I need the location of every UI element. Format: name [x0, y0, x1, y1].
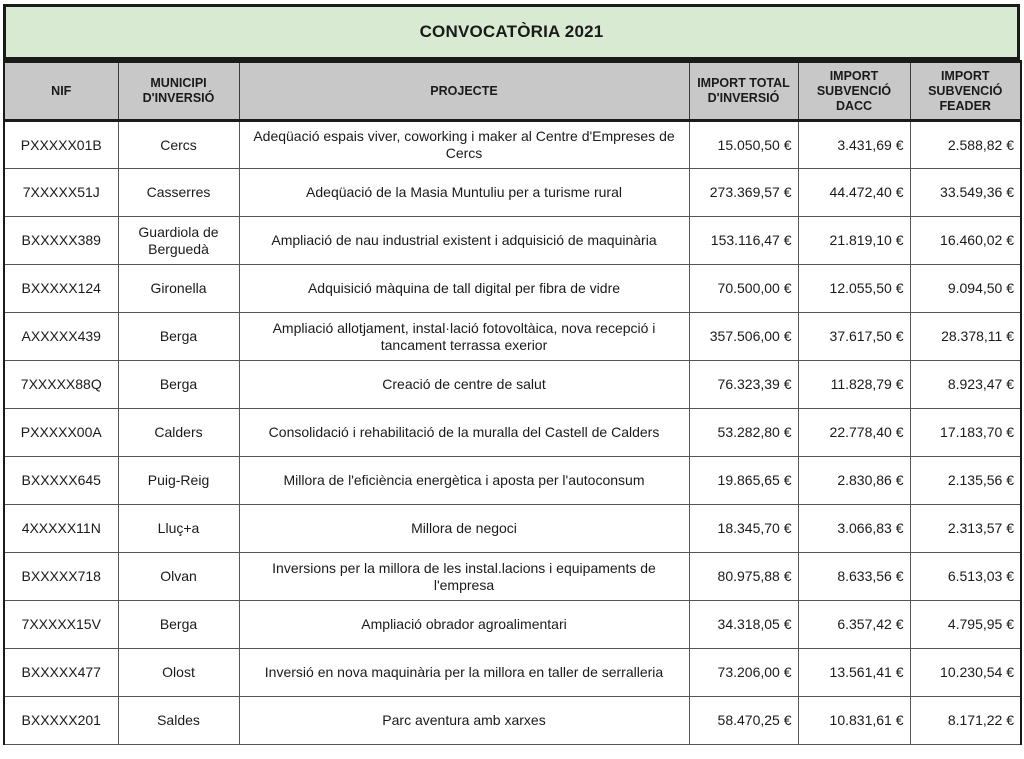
- cell-subvencio-feader: 33.549,36 €: [910, 169, 1021, 217]
- cell-import-total: 153.116,47 €: [689, 217, 798, 265]
- cell-municipi: Calders: [118, 409, 239, 457]
- cell-subvencio-dacc: 21.819,10 €: [798, 217, 910, 265]
- cell-import-total: 76.323,39 €: [689, 361, 798, 409]
- cell-subvencio-feader: 8.171,22 €: [910, 697, 1021, 745]
- cell-subvencio-feader: 9.094,50 €: [910, 265, 1021, 313]
- table-row: [4, 457, 1021, 505]
- table-row: [4, 265, 1021, 313]
- cell-projecte: Creació de centre de salut: [239, 361, 689, 409]
- header-subvencio-dacc: IMPORT SUBVENCIÓ DACC: [798, 62, 910, 121]
- cell-subvencio-dacc: 11.828,79 €: [798, 361, 910, 409]
- cell-nif: BXXXXX389: [4, 217, 118, 265]
- header-import-total: IMPORT TOTAL D'INVERSIÓ: [689, 62, 798, 121]
- table-row: [4, 601, 1021, 649]
- cell-nif: PXXXXX01B: [4, 121, 118, 169]
- cell-subvencio-dacc: 12.055,50 €: [798, 265, 910, 313]
- cell-import-total: 80.975,88 €: [689, 553, 798, 601]
- cell-municipi: Gironella: [118, 265, 239, 313]
- cell-import-total: 15.050,50 €: [689, 121, 798, 169]
- table-row: [4, 313, 1021, 361]
- cell-subvencio-dacc: 13.561,41 €: [798, 649, 910, 697]
- header-projecte: PROJECTE: [239, 62, 689, 121]
- cell-municipi: Cercs: [118, 121, 239, 169]
- cell-subvencio-feader: 17.183,70 €: [910, 409, 1021, 457]
- table-row: [4, 169, 1021, 217]
- cell-nif: BXXXXX124: [4, 265, 118, 313]
- cell-subvencio-dacc: 10.831,61 €: [798, 697, 910, 745]
- cell-subvencio-dacc: 8.633,56 €: [798, 553, 910, 601]
- table-row: [4, 409, 1021, 457]
- cell-nif: BXXXXX645: [4, 457, 118, 505]
- cell-projecte: Inversió en nova maquinària per la millora en taller de serralleria: [239, 649, 689, 697]
- subsidy-table: [3, 60, 1022, 745]
- cell-municipi: Saldes: [118, 697, 239, 745]
- cell-municipi: Guardiola de Berguedà: [118, 217, 239, 265]
- cell-import-total: 18.345,70 €: [689, 505, 798, 553]
- cell-subvencio-dacc: 3.431,69 €: [798, 121, 910, 169]
- header-subvencio-feader: IMPORT SUBVENCIÓ FEADER: [910, 62, 1021, 121]
- cell-projecte: Ampliació de nau industrial existent i adquisició de maquinària: [239, 217, 689, 265]
- table-row: [4, 217, 1021, 265]
- cell-nif: 7XXXXX88Q: [4, 361, 118, 409]
- cell-projecte: Adquisició màquina de tall digital per fibra de vidre: [239, 265, 689, 313]
- cell-projecte: Adeqüació espais viver, coworking i maker al Centre d'Empreses de Cercs: [239, 121, 689, 169]
- cell-import-total: 53.282,80 €: [689, 409, 798, 457]
- cell-nif: AXXXXX439: [4, 313, 118, 361]
- cell-projecte: Consolidació i rehabilitació de la muralla del Castell de Calders: [239, 409, 689, 457]
- cell-import-total: 19.865,65 €: [689, 457, 798, 505]
- cell-projecte: Millora de negoci: [239, 505, 689, 553]
- cell-import-total: 70.500,00 €: [689, 265, 798, 313]
- cell-subvencio-feader: 8.923,47 €: [910, 361, 1021, 409]
- cell-projecte: Parc aventura amb xarxes: [239, 697, 689, 745]
- table-row: [4, 649, 1021, 697]
- cell-municipi: Lluç+a: [118, 505, 239, 553]
- table-row: [4, 553, 1021, 601]
- cell-municipi: Berga: [118, 313, 239, 361]
- cell-projecte: Millora de l'eficiència energètica i aposta per l'autoconsum: [239, 457, 689, 505]
- cell-nif: BXXXXX477: [4, 649, 118, 697]
- header-nif: NIF: [4, 62, 118, 121]
- cell-subvencio-dacc: 3.066,83 €: [798, 505, 910, 553]
- cell-municipi: Casserres: [118, 169, 239, 217]
- cell-subvencio-feader: 4.795,95 €: [910, 601, 1021, 649]
- cell-municipi: Olvan: [118, 553, 239, 601]
- cell-subvencio-dacc: 6.357,42 €: [798, 601, 910, 649]
- cell-nif: 4XXXXX11N: [4, 505, 118, 553]
- cell-subvencio-feader: 2.135,56 €: [910, 457, 1021, 505]
- cell-subvencio-feader: 28.378,11 €: [910, 313, 1021, 361]
- cell-nif: BXXXXX201: [4, 697, 118, 745]
- subsidy-table-sheet: [3, 4, 1020, 745]
- cell-subvencio-dacc: 37.617,50 €: [798, 313, 910, 361]
- cell-projecte: Adeqüació de la Masia Muntuliu per a turisme rural: [239, 169, 689, 217]
- cell-subvencio-feader: 2.313,57 €: [910, 505, 1021, 553]
- cell-nif: 7XXXXX15V: [4, 601, 118, 649]
- cell-municipi: Puig-Reig: [118, 457, 239, 505]
- table-header: [4, 62, 1021, 121]
- cell-import-total: 58.470,25 €: [689, 697, 798, 745]
- table-body: [4, 121, 1021, 745]
- cell-subvencio-feader: 16.460,02 €: [910, 217, 1021, 265]
- cell-subvencio-feader: 6.513,03 €: [910, 553, 1021, 601]
- cell-nif: BXXXXX718: [4, 553, 118, 601]
- cell-subvencio-dacc: 22.778,40 €: [798, 409, 910, 457]
- table-row: [4, 361, 1021, 409]
- cell-subvencio-feader: 10.230,54 €: [910, 649, 1021, 697]
- cell-import-total: 273.369,57 €: [689, 169, 798, 217]
- cell-subvencio-dacc: 2.830,86 €: [798, 457, 910, 505]
- table-row: [4, 121, 1021, 169]
- cell-municipi: Berga: [118, 601, 239, 649]
- cell-subvencio-dacc: 44.472,40 €: [798, 169, 910, 217]
- header-row: [4, 62, 1021, 121]
- table-title: CONVOCATÒRIA 2021: [3, 4, 1020, 60]
- table-row: [4, 505, 1021, 553]
- cell-nif: 7XXXXX51J: [4, 169, 118, 217]
- cell-import-total: 34.318,05 €: [689, 601, 798, 649]
- cell-subvencio-feader: 2.588,82 €: [910, 121, 1021, 169]
- header-municipi: MUNICIPI D'INVERSIÓ: [118, 62, 239, 121]
- cell-nif: PXXXXX00A: [4, 409, 118, 457]
- cell-import-total: 73.206,00 €: [689, 649, 798, 697]
- cell-municipi: Olost: [118, 649, 239, 697]
- table-row: [4, 697, 1021, 745]
- cell-import-total: 357.506,00 €: [689, 313, 798, 361]
- cell-projecte: Ampliació allotjament, instal·lació fotovoltàica, nova recepció i tancament terrassa exerior: [239, 313, 689, 361]
- cell-projecte: Ampliació obrador agroalimentari: [239, 601, 689, 649]
- cell-municipi: Berga: [118, 361, 239, 409]
- cell-projecte: Inversions per la millora de les instal.lacions i equipaments de l'empresa: [239, 553, 689, 601]
